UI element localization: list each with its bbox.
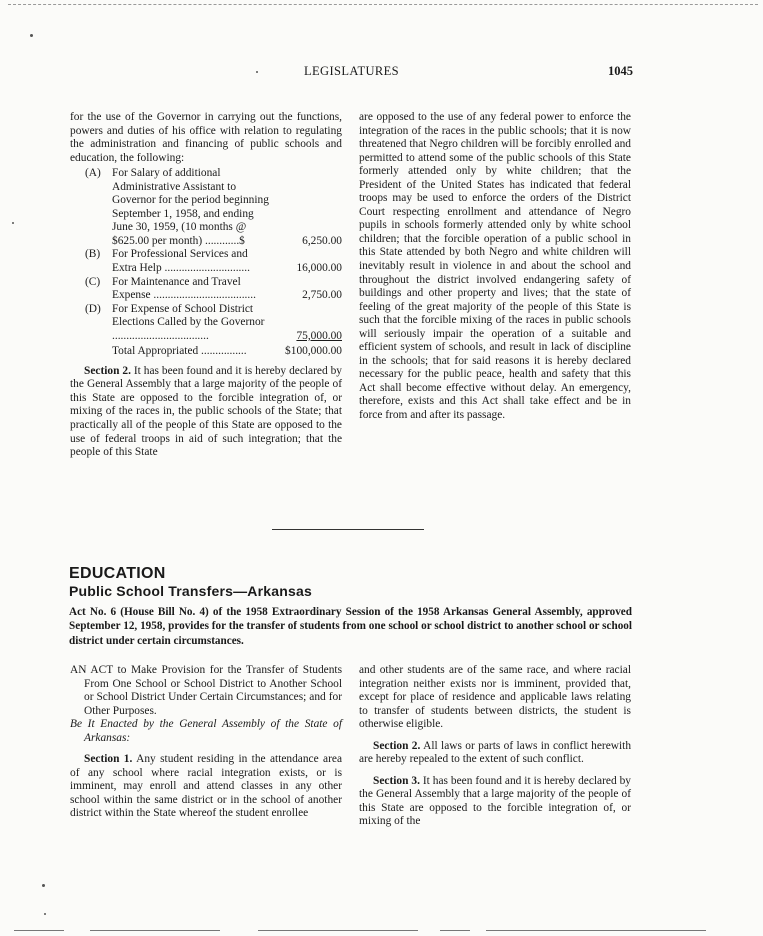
item-text: For Professional Services and Extra Help ..............................	[112, 248, 250, 275]
section-2-continuation: are opposed to the use of any federal power to enforce the integration of the races in the public schools; that it is now threatened that Negro children will be forcibly enrolled and permitted to attend some of the public schools of this State formerly attended only by white children; that the President of the United States has indicated that federal troops may be used to enforce the orders of the District Court respecting enrollment and attendance of Negro pupils in schools formerly attended only by white school children; that the forcible operation of a public school in this State attended by both Negro and white children will inevitably result in violence in and about the school and throughout the district involved endangering safety of buildings and other property and lives; that the state of feeling of the great majority of the people of this State is such that the forcible mixing of the races in public schools will seriously impair the operation of a suitable and efficient system of schools, and result in lack of discipline in the schools; that for said reasons it is hereby declared necessary for the public peace, health and safety that this Act shall become effective without delay. An emergency, therefore, exists and this Act shall take effect and be in force from and after its passage.	[359, 111, 631, 422]
section-text: Any student residing in the attendance area of any school where racial integration exists, or is imminent, may enroll and attend classes in any other school within the same district or in the school of another district within the State whereof the student enrollee	[70, 753, 343, 820]
appropriation-item	[70, 248, 342, 275]
section-text: It has been found and it is hereby declared by the General Assembly that a large majority of the people of this State are opposed to the forcible integration of, or mixing of the races in, the public schools of the State; that practically all of the people of this State are opposed to the use of federal troops in aid of such integration; that the people of this State	[70, 364, 342, 459]
item-text: For Maintenance and Travel Expense ....................................	[112, 275, 256, 302]
section-divider	[272, 529, 424, 530]
bottom-edge-line	[440, 930, 470, 931]
item-amount: 16,000.00	[296, 262, 342, 275]
section-1-paragraph	[70, 753, 342, 821]
page-number: 1045	[608, 64, 633, 78]
section-heading-education: EDUCATION	[69, 565, 166, 582]
bottom-edge-line	[486, 930, 706, 931]
left-column-top	[70, 111, 342, 460]
act-title: AN ACT to Make Provision for the Transfer of Students From One School or School District to Another School or School District Under Certain Circumstances; and for Other Purposes.	[70, 664, 342, 717]
top-edge-dashes	[8, 4, 758, 5]
scan-speck	[42, 884, 45, 887]
section-text: All laws or parts of laws in conflict herewith are hereby repealed to the extent of such conflict.	[359, 739, 632, 766]
section-2-paragraph	[70, 365, 342, 460]
item-letter: (A)	[85, 167, 101, 180]
total-label: Total Appropriated ................	[112, 345, 247, 358]
scan-speck	[30, 34, 33, 37]
bottom-edge-line	[14, 930, 64, 931]
section-heading: Section 2.	[84, 364, 131, 377]
section-heading: Section 1.	[84, 753, 133, 766]
scan-speck	[44, 913, 46, 915]
left-column-bottom	[70, 664, 342, 821]
enacting-clause: Be It Enacted by the General Assembly of the State of Arkansas:	[70, 718, 342, 744]
total-appropriated	[70, 345, 342, 359]
section-1-continuation: and other students are of the same race, and where racial integration neither exists nor is imminent, provided that, except for place of residence and applicable laws relating to transfer of students between districts, the student is otherwise eligible.	[359, 664, 631, 731]
section-heading: Section 3.	[373, 774, 420, 787]
item-letter: (C)	[85, 275, 101, 288]
act-summary: Act No. 6 (House Bill No. 4) of the 1958 Extraordinary Session of the 1958 Arkansas General Assembly, approved September 12, 1958, provides for the transfer of students from one school or school district to another school or school district under certain circumstances.	[69, 606, 632, 647]
item-letter: (D)	[85, 302, 101, 315]
spacer	[70, 745, 342, 753]
scan-speck	[256, 71, 258, 73]
right-column-bottom	[359, 664, 631, 829]
appropriation-intro: for the use of the Governor in carrying out the functions, powers and duties of his office with relation to regulating the administration and financing of public schools and education, the following:	[70, 111, 342, 164]
right-column-top	[359, 111, 631, 423]
bottom-edge-line	[258, 930, 418, 931]
appropriation-item	[70, 276, 342, 303]
section-text: It has been found and it is hereby declared by the General Assembly that a large majority of the people of this State are opposed to the forcible integration of, or mixing of the	[359, 774, 631, 828]
section-heading: Section 2.	[373, 739, 421, 752]
appropriation-list	[70, 167, 342, 343]
section-2-paragraph	[359, 740, 631, 767]
item-amount: 2,750.00	[302, 289, 342, 302]
item-amount: 75,000.00	[296, 329, 342, 342]
appropriation-item	[70, 303, 342, 344]
running-head	[70, 64, 633, 82]
spacer	[359, 732, 631, 740]
scan-speck	[12, 222, 14, 224]
spacer	[359, 767, 631, 775]
article-title: Public School Transfers—Arkansas	[69, 583, 312, 599]
appropriation-item	[70, 167, 342, 248]
bottom-edge-line	[90, 930, 220, 931]
running-title: LEGISLATURES	[303, 64, 400, 78]
item-amount: 6,250.00	[302, 234, 342, 247]
item-text: For Salary of additional Administrative Assistant to Governor for the period beginning September 1, 1958, and ending June 30, 1959, (10 months @ $625.00 per month) ............$	[112, 167, 269, 247]
section-3-paragraph	[359, 775, 631, 829]
item-letter: (B)	[85, 248, 101, 261]
item-text: For Expense of School District Elections Called by the Governor ..................................	[112, 302, 265, 342]
total-amount: $100,000.00	[285, 345, 342, 358]
